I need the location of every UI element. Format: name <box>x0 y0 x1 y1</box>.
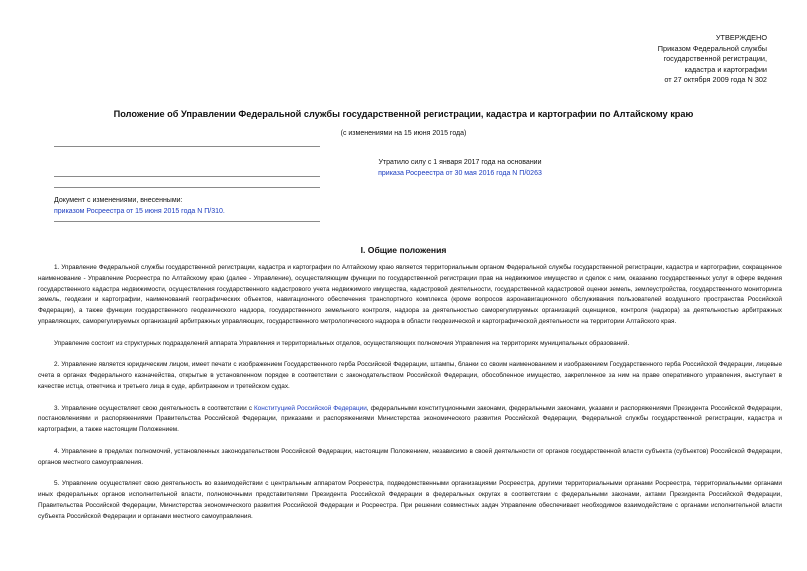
section-heading: I. Общие положения <box>360 245 447 255</box>
divider <box>54 176 320 177</box>
approval-line: УТВЕРЖДЕНО <box>715 33 767 42</box>
paragraph: Управление состоит из структурных подразделений аппарата Управления и территориальных отделов, осуществляющих полномочия Управления на территориях муниципальных образований. <box>54 339 630 347</box>
lost-force-text: Утратило силу с 1 января 2017 года на основании <box>378 159 542 166</box>
paragraph: 5. Управление осуществляет свою деятельность во взаимодействии с центральным аппаратом Росреестра, подведомственными организациями Росреестра, другими территориальными органами Росреестра, территориальными органами иных федеральных органов исполнительной власти, полномочными представителями Президента Российской Федерации в федеральных округах в соответствии с федеральными законами, актами Президента Российской Федерации, Правительства Российской Федерации, Министерства экономического развития Российской Федерации и Росреестра. При решении совместных задач Управление обеспечивает необходимое взаимодействие с органами исполнительной власти субъекта Российской Федерации и органами местного самоуправления. <box>38 480 782 520</box>
approval-line: от 27 октября 2009 года N 302 <box>664 75 767 85</box>
paragraph <box>38 404 782 436</box>
paragraph-text: , федеральными конституционными законами, федеральными законами, указами и распоряжениями Президента Российской Федерации, постановлениями и распоряжениями Правительства Российской Федерации, приказами и распоряжениями Министерства экономического развития Российской Федерации, Федеральной службы государственной регистрации, кадастра и картографии, а также настоящим Положением. <box>38 404 782 434</box>
paragraph: 4. Управление в пределах полномочий, установленных законодательством Российской Федерации, настоящим Положением, независимо в своей деятельности от органов государственной власти субъекта (субъектов) Российской Федерации, органов местного самоуправления. <box>38 447 782 466</box>
approval-stamp <box>567 33 767 86</box>
approval-line: Приказом Федеральной службы <box>657 43 767 53</box>
constitution-link[interactable]: Конституцией Российской Федерации <box>253 404 367 412</box>
document-title: Положение об Управлении Федеральной службы государственной регистрации, кадастра и картографии по Алтайскому краю <box>113 109 694 119</box>
lost-force-order-link[interactable]: приказа Росреестра от 30 мая 2016 года N П/0263 <box>378 169 542 177</box>
divider <box>54 187 320 188</box>
divider <box>54 221 320 222</box>
approval-line: государственной регистрации, <box>663 54 767 64</box>
paragraph: 1. Управление Федеральной службы государственной регистрации, кадастра и картографии по Алтайскому краю является территориальным органом Федеральной службы государственной регистрации, кадастра и картографии, сокращенное наименование - Управление Росреестра по Алтайскому краю (далее - Управление), осуществляющим функции по государственной регистрации прав на недвижимое имущество и сделок с ним, оказанию государственных услуг в сфере ведения государственного кадастра недвижимости, осуществления государственного кадастрового учета недвижимого имущества, кадастровой деятельности, государственной кадастровой оценки земель, землеустройства, государственного мониторинга земель, геодезии и картографии, наименований географических объектов, навигационного обеспечения транспортного комплекса (кроме вопросов аэронавигационного обслуживания пользователей воздушного пространства Российской Федерации), а также функции государственного геодезического надзора, государственного земельного контроля, надзора за деятельностью саморегулируемых организаций оценщиков, контроля (надзора) за деятельностью арбитражных управляющих, саморегулируемых организаций арбитражных управляющих, государственного метрологического надзора в области геодезической и картографической деятельности на территории Алтайского края. <box>38 264 782 325</box>
doc-changes-order-link[interactable]: приказом Росреестра от 15 июня 2015 года N П/310. <box>54 208 225 215</box>
document-body <box>38 263 782 533</box>
paragraph-text: 3. Управление осуществляет свою деятельность в соответствии с <box>54 404 254 412</box>
doc-changes-text: Документ с изменениями, внесенными: <box>54 197 183 204</box>
approval-line: кадастра и картографии <box>684 64 767 74</box>
lost-force-note <box>310 158 610 179</box>
paragraph: 2. Управление является юридическим лицом, имеет печати с изображением Государственного герба Российской Федерации, штампы, бланки со своим наименованием и изображением Государственного герба Российской Федерации, лицевые счета в органах Федерального казначейства, открытые в установленном порядке в соответствии с законодательством Российской Федерации, обособленное имущество, закрепленное за ним на праве оперативного управления, выступает в качестве истца, ответчика и третьего лица в суде, арбитражном и третейском судах. <box>38 361 782 390</box>
document-changes-note <box>54 195 334 217</box>
divider <box>54 146 320 147</box>
changes-note: (с изменениями на 15 июня 2015 года) <box>340 130 467 137</box>
